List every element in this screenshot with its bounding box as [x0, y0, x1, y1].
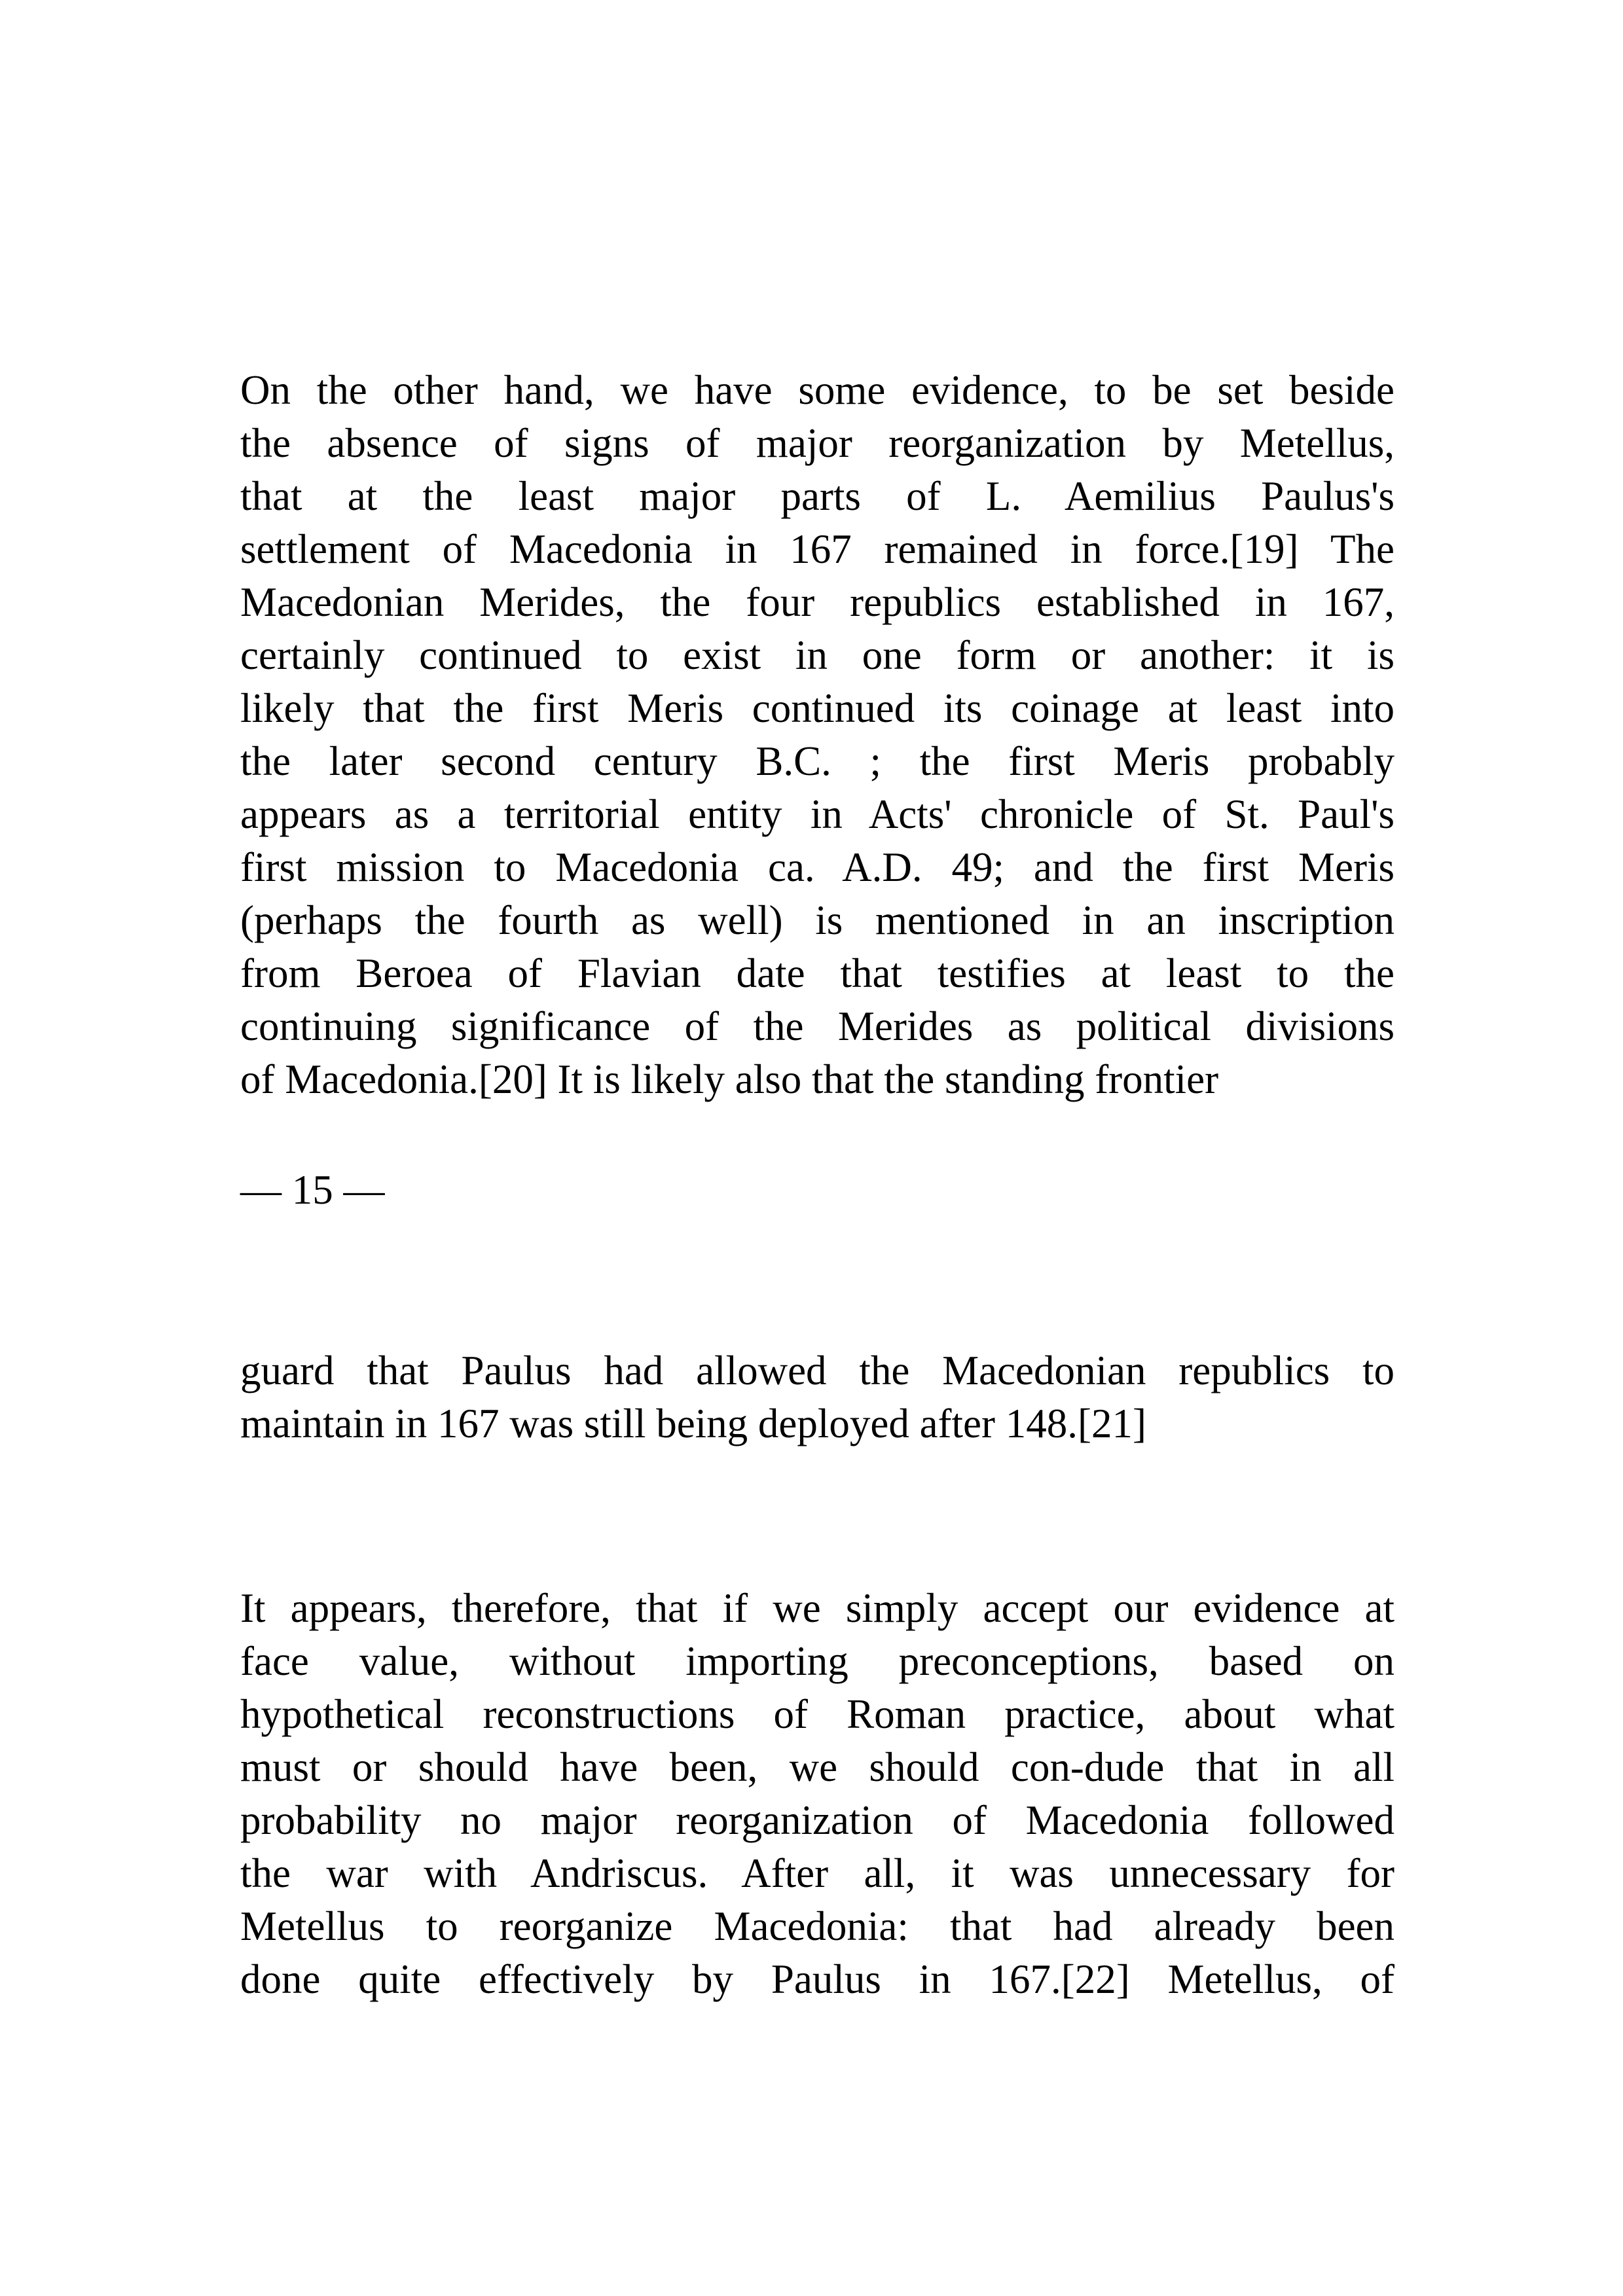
- text-line: maintain in 167 was still being deployed after 148.[21]: [240, 1401, 1146, 1446]
- paragraph-frontier-guard: [240, 1344, 1395, 1450]
- text-line: face value, without importing preconceptions, based on: [240, 1638, 1395, 1684]
- text-line: probability no major reorganization of Macedonia followed: [240, 1797, 1395, 1843]
- text-line: Macedonian Merides, the four republics established in 167,: [240, 579, 1395, 625]
- text-line: It appears, therefore, that if we simply accept our evidence at: [240, 1585, 1395, 1631]
- text-line: the war with Andriscus. After all, it was unnecessary for: [240, 1850, 1395, 1896]
- text-line: guard that Paulus had allowed the Macedonian republics to: [240, 1348, 1395, 1393]
- text-line: from Beroea of Flavian date that testifies at least to the: [240, 950, 1395, 996]
- text-line: Metellus to reorganize Macedonia: that had already been: [240, 1903, 1395, 1949]
- text-line: hypothetical reconstructions of Roman practice, about what: [240, 1691, 1395, 1737]
- text-line: the later second century B.C. ; the first Meris probably: [240, 738, 1395, 784]
- paragraph-conclusion: [240, 1582, 1395, 2006]
- text-line: must or should have been, we should con-dude that in all: [240, 1744, 1395, 1790]
- paragraph-evidence: [240, 364, 1395, 1106]
- text-line: On the other hand, we have some evidence, to be set beside: [240, 367, 1395, 413]
- text-line: likely that the first Meris continued its coinage at least into: [240, 685, 1395, 731]
- text-line: (perhaps the fourth as well) is mentioned in an inscription: [240, 897, 1395, 943]
- text-line: that at the least major parts of L. Aemilius Paulus's: [240, 473, 1395, 519]
- text-line: the absence of signs of major reorganization by Metellus,: [240, 420, 1395, 466]
- text-line: appears as a territorial entity in Acts' chronicle of St. Paul's: [240, 791, 1395, 837]
- text-line: first mission to Macedonia ca. A.D. 49; and the first Meris: [240, 844, 1395, 890]
- text-line: certainly continued to exist in one form or another: it is: [240, 632, 1395, 678]
- text-line: of Macedonia.[20] It is likely also that the standing frontier: [240, 1056, 1219, 1102]
- text-line: done quite effectively by Paulus in 167.[22] Metellus, of: [240, 1956, 1395, 2002]
- text-line: continuing significance of the Merides as political divisions: [240, 1003, 1395, 1049]
- page-number: — 15 —: [240, 1167, 385, 1213]
- text-line: settlement of Macedonia in 167 remained in force.[19] The: [240, 526, 1395, 572]
